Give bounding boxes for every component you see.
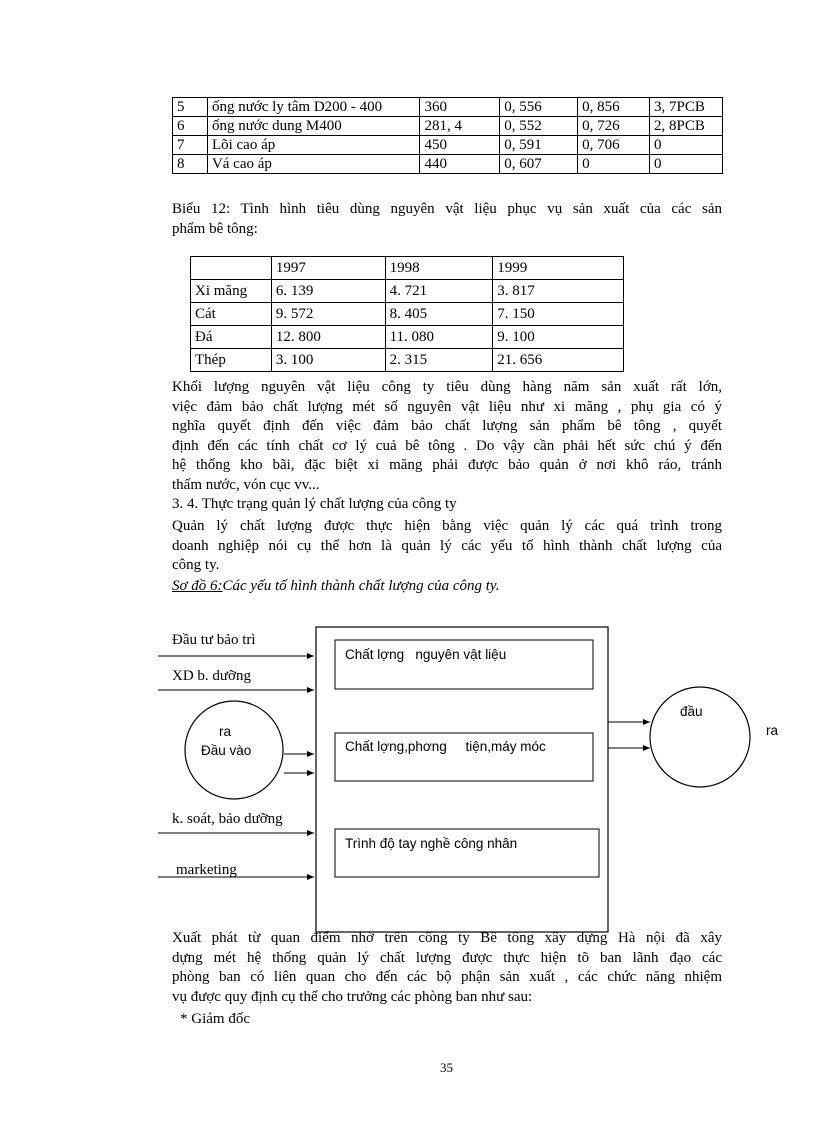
table-cell: Lõi cao áp	[207, 136, 420, 155]
table-cell: 0	[650, 155, 723, 174]
table-cell: 0, 607	[500, 155, 578, 174]
table-cell: 0, 726	[578, 117, 650, 136]
table-cell: 5	[173, 98, 208, 117]
box-equipment-label: Chất lợng,phơng tiện,máy móc	[345, 739, 546, 754]
paragraph-3: Xuất phát từ quan điểm nhờ trên công ty Bê tông xây dựng Hà nội đã xây dựng mét hệ thống quản lý chất lượng được thực hiện tõ ban lãnh đạo các phòng ban có liên quan cho đến các bộ phận sản xuất , các chức năng nhiệm vụ được quy định cụ thể cho trưởng các phòng ban như sau:	[172, 930, 722, 1005]
main-box	[316, 627, 608, 932]
table-cell: Thép	[191, 349, 272, 372]
table-cell: 3. 817	[493, 280, 624, 303]
box-skill-label: Trình độ tay nghề công nhân	[345, 836, 518, 851]
left-circle-bottom: Đầu vào	[201, 743, 252, 758]
table-cell: 360	[420, 98, 500, 117]
diagram-caption-text: Các yếu tố hình thành chất lượng của công ty.	[222, 578, 500, 594]
bullet-director: * Giám đốc	[180, 1011, 250, 1027]
section-heading: 3. 4. Thực trạng quản lý chất lượng của công ty	[172, 496, 457, 512]
table-cell: 450	[420, 136, 500, 155]
table-cell: 12. 800	[271, 326, 385, 349]
table-cell: 281, 4	[420, 117, 500, 136]
table-cell: 0, 856	[578, 98, 650, 117]
table-cell: Xi măng	[191, 280, 272, 303]
table-cell: Vá cao áp	[207, 155, 420, 174]
table-header-cell: 1998	[385, 257, 493, 280]
table-header-cell: 1997	[271, 257, 385, 280]
right-output-label: ra	[766, 723, 779, 738]
input-label-3: k. soát, bảo dưỡng	[172, 811, 283, 827]
table-cell: ống nước dung M400	[207, 117, 420, 136]
table-cell: 4. 721	[385, 280, 493, 303]
diagram-caption-label: Sơ đồ 6:	[172, 578, 223, 594]
table-cell: 0	[578, 155, 650, 174]
table-cell: 2. 315	[385, 349, 493, 372]
input-label-2: XD b. dưỡng	[172, 668, 251, 684]
table-cell: 0, 552	[500, 117, 578, 136]
table-cell: 9. 100	[493, 326, 624, 349]
table-cell: 0, 591	[500, 136, 578, 155]
input-label-1: Đầu tư bảo trì	[172, 632, 256, 648]
table-cell: 6. 139	[271, 280, 385, 303]
table-cell: 21. 656	[493, 349, 624, 372]
table-header-cell: 1999	[493, 257, 624, 280]
table-cell: 440	[420, 155, 500, 174]
paragraph-2: Quản lý chất lượng được thực hiện bằng việc quản lý các quá trình trong doanh nghiệp nói cụ thể hơn là quản lý các yếu tố hình thành chất lượng của công ty.	[172, 518, 722, 574]
table-cell: 6	[173, 117, 208, 136]
right-circle-label: đầu	[680, 704, 703, 719]
table-cell: 8. 405	[385, 303, 493, 326]
page-number: 35	[440, 1060, 453, 1075]
table-cell: 0, 706	[578, 136, 650, 155]
table-cell: 7	[173, 136, 208, 155]
table-cell: 2, 8PCB	[650, 117, 723, 136]
table-cell: ống nước ly tâm D200 - 400	[207, 98, 420, 117]
paragraph-1: Khối lượng nguyên vật liệu công ty tiêu dùng hàng năm sản xuất rất lớn, việc đảm bảo chất lượng mét số nguyên vật liệu như xi măng , phụ gia có ý nghĩa quyết định đến việc đảm bảo chất lượng sản phẩm bê tông , quyết định đến các tính chất cơ lý cuả bê tông . Do vậy cần phải hết sức chú ý đến hệ thống kho bãi, đặc biệt xi măng phải được bảo quản ở nơi khô ráo, tránh thấm nước, vón cục vv...	[172, 379, 722, 493]
left-circle-top: ra	[219, 724, 232, 739]
box-materials-label: Chất lợng nguyên vật liệu	[345, 647, 507, 662]
table-cell: 7. 150	[493, 303, 624, 326]
table-cell: 0	[650, 136, 723, 155]
output-circle	[650, 687, 750, 787]
table-cell: Đá	[191, 326, 272, 349]
caption-12: Biểu 12: Tình hình tiêu dùng nguyên vật liệu phục vụ sản xuất của các sản phẩm bê tông:	[172, 201, 722, 237]
input-label-4: marketing	[176, 862, 237, 878]
table-cell: 9. 572	[271, 303, 385, 326]
table-cell: Cát	[191, 303, 272, 326]
table-cell: 0, 556	[500, 98, 578, 117]
table-cell: 3, 7PCB	[650, 98, 723, 117]
table-cell: 8	[173, 155, 208, 174]
table-cell: 11. 080	[385, 326, 493, 349]
table-cell: 3. 100	[271, 349, 385, 372]
